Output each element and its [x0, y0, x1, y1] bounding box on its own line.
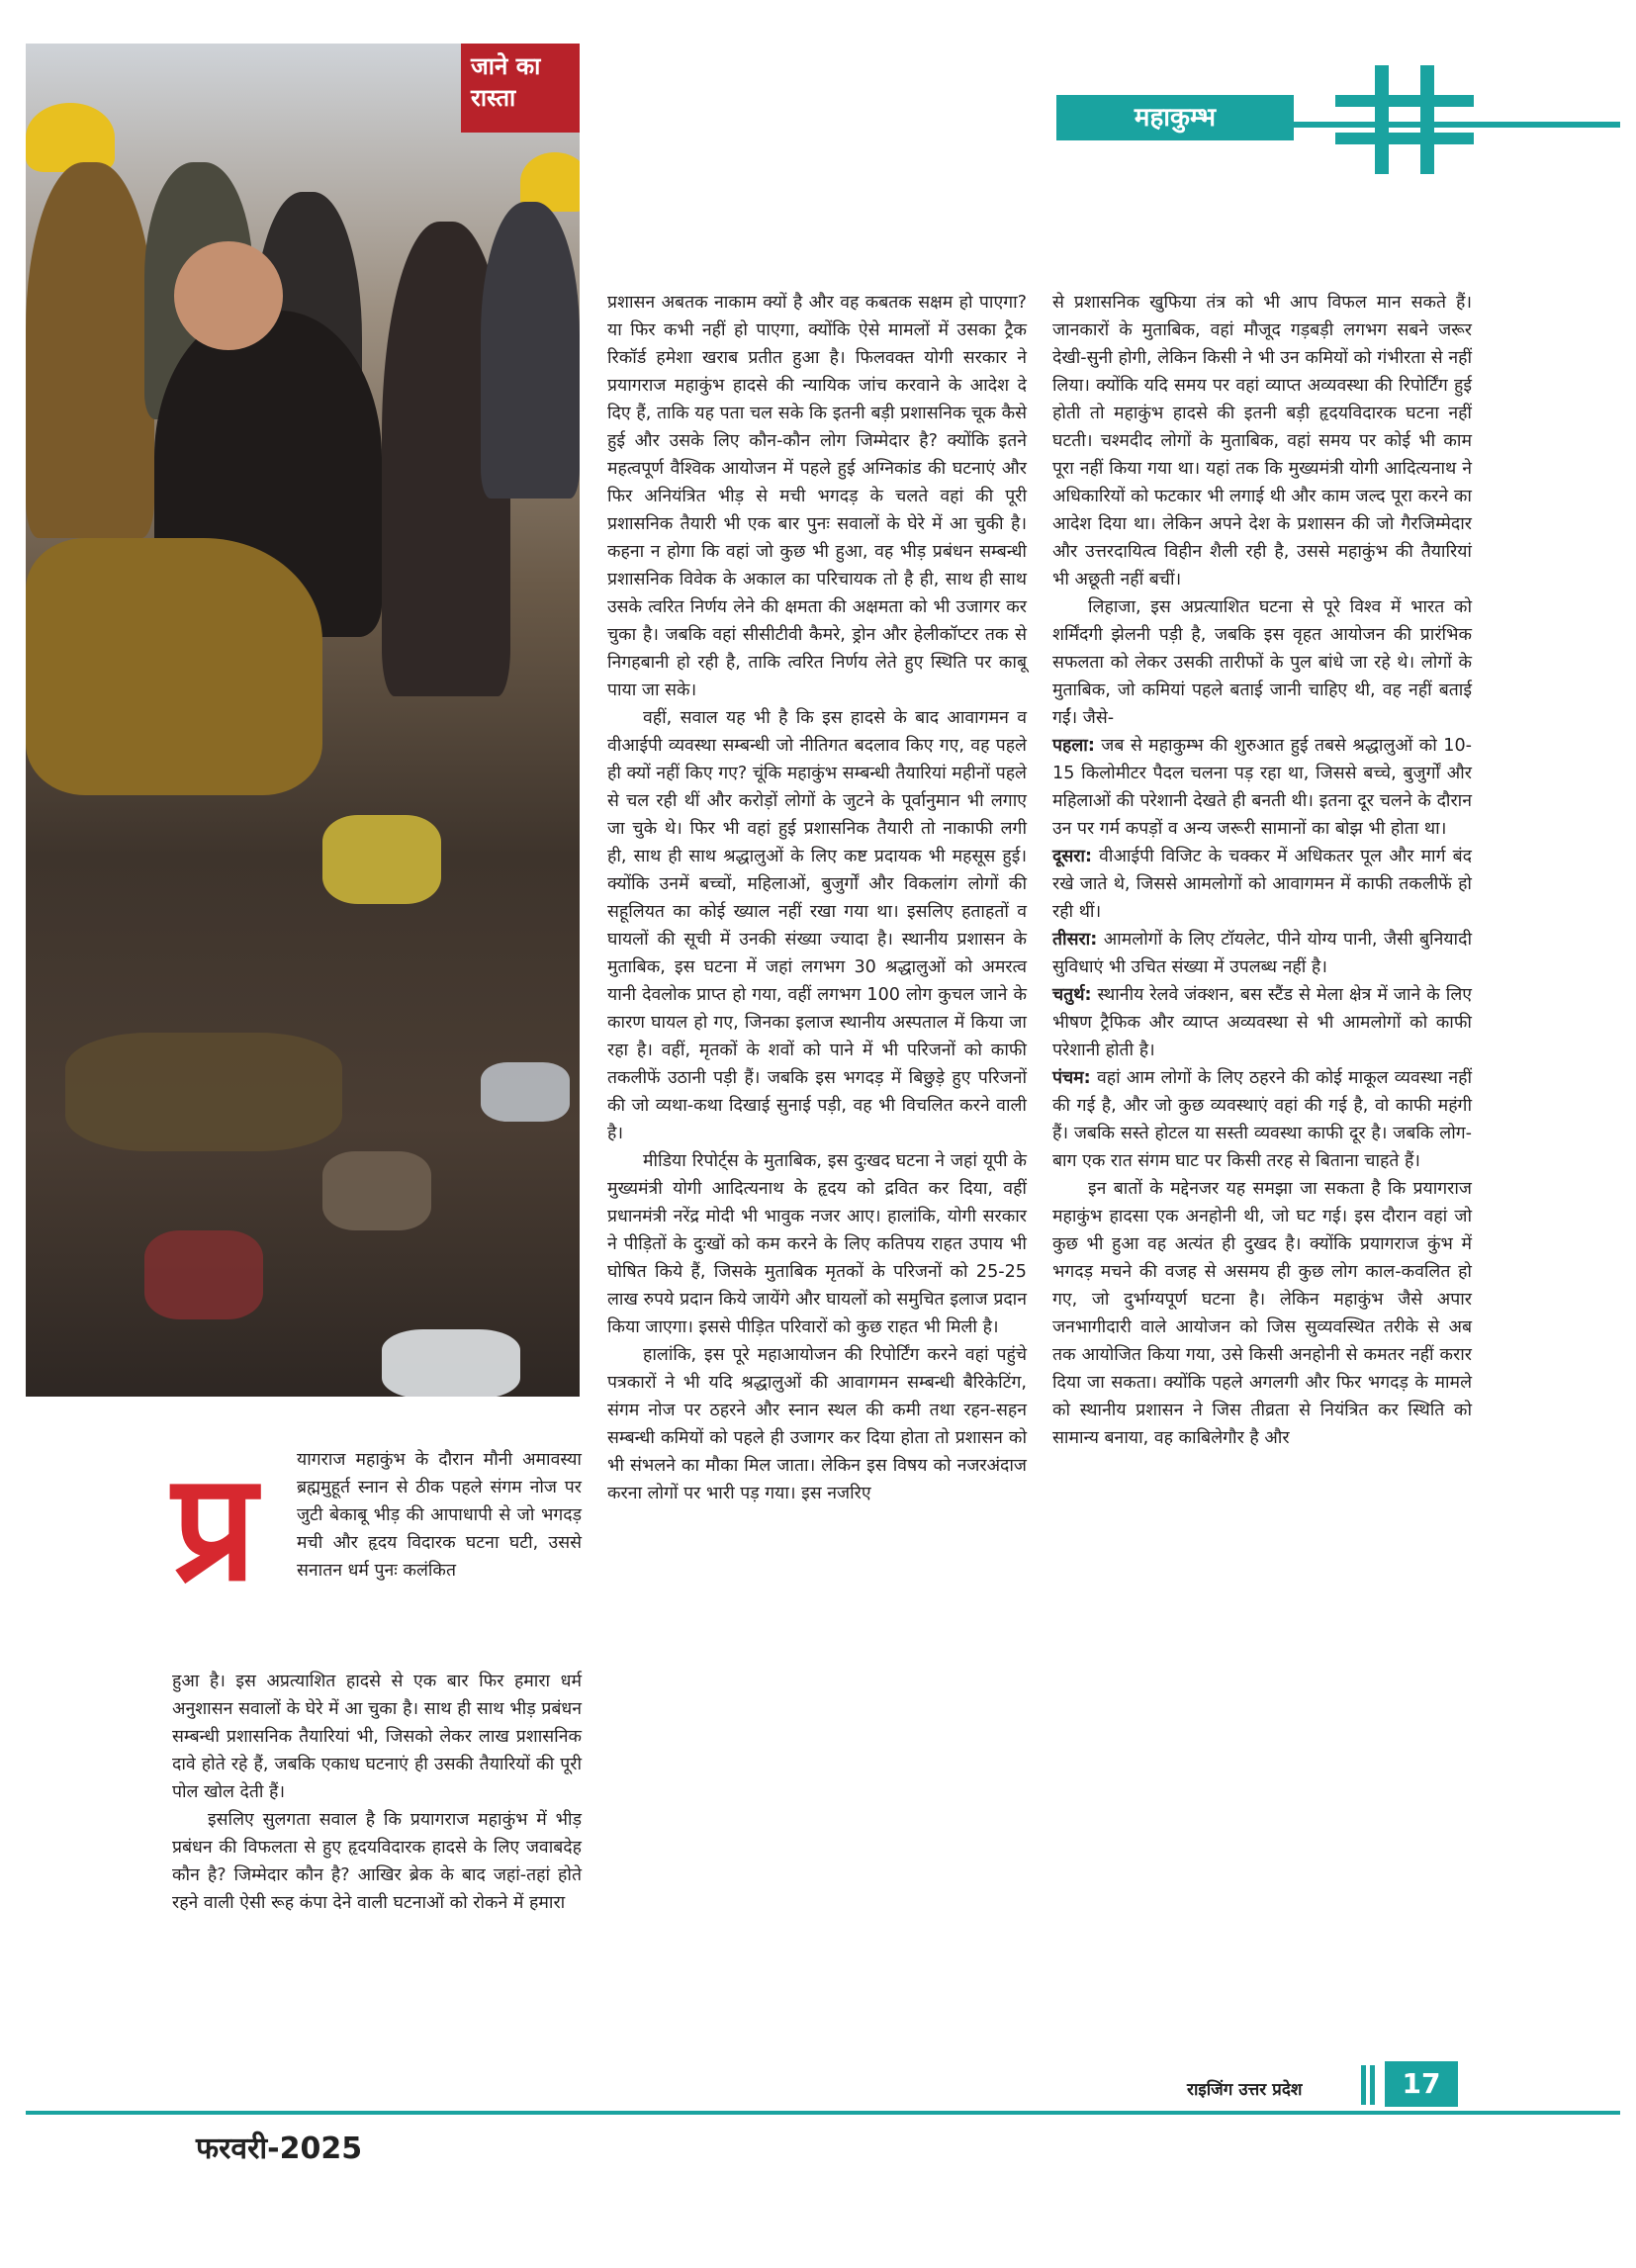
intro-continuation: हुआ है। इस अप्रत्याशित हादसे से एक बार फिर हमारा धर्म अनुशासन सवालों के घेरे में आ चुका है। साथ ही साथ भीड़ प्रबंधन सम्बन्धी प्रशासनिक तैयारियां भी, जिसको लेकर लाख प्रशासनिक दावे होते रहे हैं, जबकि एकाध घटनाएं ही उसकी तैयारियों की पूरी पोल खोल देती हैं।: [172, 1672, 582, 1802]
intro-paragraph-top: [297, 1446, 582, 1585]
column-3: [1052, 289, 1472, 1452]
column-2: [607, 289, 1027, 1507]
list-text: वहां आम लोगों के लिए ठहरने की कोई माकूल व्यवस्था नहीं की गई है, और जो कुछ व्यवस्थाएं वहां की गई है, वो काफी महंगी हैं। जबकि सस्ते होटल या सस्ती व्यवस्था काफी दूर है। जबकि लोग-बाग एक रात संगम घाट पर किसी तरह से बिताना चाहते हैं।: [1052, 1068, 1473, 1171]
list-label: चतुर्थ:: [1052, 985, 1092, 1005]
footer-rule: [26, 2111, 1620, 2115]
list-item: [1052, 1064, 1472, 1175]
paragraph: मीडिया रिपोर्ट्स के मुताबिक, इस दुःखद घटना ने जहां यूपी के मुख्यमंत्री योगी आदित्यनाथ के हृदय को द्रवित कर दिया, वहीं प्रधानमंत्री नरेंद्र मोदी भी भावुक नजर आए। हालांकि, योगी सरकार ने पीड़ितों के दुःखों को कम करने के लिए कतिपय राहत उपाय भी घोषित किये हैं, जिसके मुताबिक मृतकों के परिजनों को 25-25 लाख रुपये प्रदान किये जायेंगे और घायलों को समुचित इलाज प्रदान किया जाएगा। इससे पीड़ित परिवारों को कुछ राहत भी मिली है।: [607, 1151, 1027, 1337]
sign-text-line2: रास्ता: [471, 84, 516, 112]
list-text: आमलोगों के लिए टॉयलेट, पीने योग्य पानी, जैसी बुनियादी सुविधाएं भी उचित संख्या में उपलब्ध नहीं है।: [1052, 930, 1473, 977]
paragraph: वहीं, सवाल यह भी है कि इस हादसे के बाद आवागमन व वीआईपी व्यवस्था सम्बन्धी जो नीतिगत बदलाव किए गए, वह पहले ही क्यों नहीं किए गए? चूंकि महाकुंभ सम्बन्धी तैयारियां महीनों पहले से चल रही थीं और करोड़ों लोगों के जुटने के पूर्वानुमान भी लगाए जा चुके थे। फिर भी वहां हुई प्रशासनिक तैयारी तो नाकाफी लगी ही, साथ ही साथ श्रद्धालुओं के लिए कष्ट प्रदायक भी महसूस हुई। क्योंकि उनमें बच्चों, महिलाओं, बुजुर्गों और विकलांग लोगों की सहूलियत का कोई ख्याल नहीं रखा गया था। इसलिए हताहतों व घायलों की सूची में उनकी संख्या ज्यादा है। स्थानीय प्रशासन के मुताबिक, इस घटना में जहां लगभग 30 श्रद्धालुओं को अमरत्व यानी देवलोक प्राप्त हो गया, वहीं लगभग 100 लोग कुचल जाने के कारण घायल हो गए, जिनका इलाज स्थानीय अस्पताल में किया जा रहा है। वहीं, मृतकों के शवों को पाने में भी परिजनों को काफी तकलीफें उठानी पड़ी हैं। जबकि इस भगदड़ में बिछुड़े हुए परिजनों की जो व्यथा-कथा दिखाई सुनाई पड़ी, वह भी विचलित करने वाली है।: [607, 708, 1027, 1143]
scattered-cloth: [322, 815, 441, 904]
list-label: पहला:: [1052, 736, 1095, 756]
paragraph: हालांकि, इस पूरे महाआयोजन की रिपोर्टिंग करने वहां पहुंचे पत्रकारों ने भी यदि श्रद्धालुओं की आवागमन सम्बन्धी बैरिकेटिंग, संगम नोज पर ठहरने और स्नान स्थल की कमी तथा रहन-सहन सम्बन्धी कमियों को पहले ही उजागर कर दिया होता तो प्रशासन को भी संभलने का मौका मिल जाता। लेकिन इस विषय को नजरअंदाज करना लोगों पर भारी पड़ गया। इस नजरिए: [607, 1345, 1027, 1503]
man-face: [174, 241, 283, 350]
list-item: [1052, 981, 1472, 1064]
khaki-trousers: [26, 538, 322, 795]
list-label: पंचम:: [1052, 1068, 1091, 1088]
list-item: [1052, 926, 1472, 981]
scattered-cloth: [144, 1230, 263, 1319]
column-1: [172, 1668, 582, 1917]
list-item: [1052, 732, 1472, 843]
crowd-person: [481, 202, 580, 499]
paragraph: इन बातों के मद्देनजर यह समझा जा सकता है कि प्रयागराज महाकुंभ हादसा एक अनहोनी थी, जो घट गई। इस दौरान वहां जो कुछ भी हुआ वह अत्यंत ही दुखद है। क्योंकि प्रयागराज कुंभ में भगदड़ मचने की वजह से असमय ही कुछ लोग काल-कवलित हो गए, जो दुर्भाग्यपूर्ण घटना है। लेकिन महाकुंभ जैसे अपार जनभागीदारी वाले आयोजन को जिस सुव्यवस्थित तरीके से अब तक आयोजित किया गया, उसे किसी अनहोनी से कमतर नहीं करार दिया जा सकता। क्योंकि पहले अगलगी और फिर भगदड़ के मामले को स्थानीय प्रशासन ने जिस तीव्रता से नियंत्रित कर स्थिति को सामान्य बनाया, वह काबिलेगौर है और: [1052, 1179, 1472, 1448]
list-label: दूसरा:: [1052, 847, 1093, 866]
section-label: महाकुम्भ: [1056, 95, 1294, 140]
drop-cap: प्र: [172, 1442, 257, 1614]
plastic-bag: [382, 1329, 520, 1397]
hash-decoration: [1335, 65, 1474, 174]
paragraph: से प्रशासनिक खुफिया तंत्र को भी आप विफल मान सकते हैं। जानकारों के मुताबिक, वहां मौजूद गड़बड़ी लगभग सबने जरूर देखी-सुनी होगी, लेकिन किसी ने भी उन कमियों को गंभीरता से नहीं लिया। क्योंकि यदि समय पर वहां व्याप्त अव्यवस्था की रिपोर्टिंग हुई होती तो महाकुंभ हादसे की इतनी बड़ी हृदयविदारक घटना नहीं घटती। चश्मदीद लोगों के मुताबिक, वहां समय पर कोई भी काम पूरा नहीं किया गया था। यहां तक कि मुख्यमंत्री योगी आदित्यनाथ ने अधिकारियों को फटकार भी लगाई थी और काम जल्द पूरा करने का आदेश दिया था। लेकिन अपने देश के प्रशासन की जो गैरजिम्मेदार और उत्तरदायित्व विहीन शैली रही है, उससे महाकुंभ की तैयारियां भी अछूती नहीं बचीं।: [1052, 293, 1472, 590]
list-item: [1052, 843, 1472, 926]
paragraph: प्रशासन अबतक नाकाम क्यों है और वह कबतक सक्षम हो पाएगा? या फिर कभी नहीं हो पाएगा, क्योंकि ऐसे मामलों में उसका ट्रैक रिकॉर्ड हमेशा खराब प्रतीत हुआ है। फिलवक्त योगी सरकार ने प्रयागराज महाकुंभ हादसे की न्यायिक जांच करवाने के आदेश दे दिए हैं, ताकि यह पता चल सके कि इतनी बड़ी प्रशासनिक चूक कैसे हुई और उसके लिए कौन-कौन लोग जिम्मेदार है? क्योंकि इतने महत्वपूर्ण वैश्विक आयोजन में पहले हुई अग्निकांड की घटनाएं और फिर अनियंत्रित भीड़ से मची भगदड़ के चलते वहां की पूरी प्रशासनिक तैयारी भी एक बार पुनः सवालों के घेरे में आ चुकी है। कहना न होगा कि वहां जो कुछ भी हुआ, वह भीड़ प्रबंधन सम्बन्धी प्रशासनिक विवेक के अकाल का परिचायक तो है ही, साथ ही साथ उसके त्वरित निर्णय लेने की क्षमता की अक्षमता को भी उजागर कर चुका है। जबकि वहां सीसीटीवी कैमरे, ड्रोन और हेलीकॉप्टर तक से निगहबानी हो रही है, ताकि त्वरित निर्णय लेते हुए स्थिति पर काबू पाया जा सके।: [607, 293, 1027, 700]
page-number: 17: [1385, 2061, 1458, 2107]
list-label: तीसरा:: [1052, 930, 1098, 950]
plastic-bag: [481, 1062, 570, 1122]
magazine-name: राइजिंग उत्तर प्रदेश: [1187, 2080, 1303, 2100]
crowd-hat: [26, 103, 115, 172]
paragraph: इसलिए सुलगता सवाल है कि प्रयागराज महाकुंभ में भीड़ प्रबंधन की विफलता से हुए हृदयविदारक हादसे के लिए जवाबदेह कौन है? जिम्मेदार कौन है? आखिर ब्रेक के बाद जहां-तहां होते रहने वाली ऐसी रूह कंपा देने वाली घटनाओं को रोकने में हमारा: [172, 1810, 582, 1913]
paragraph: लिहाजा, इस अप्रत्याशित घटना से पूरे विश्व में भारत को शर्मिंदगी झेलनी पड़ी है, जबकि इस वृहत आयोजन की प्रारंभिक सफलता को लेकर उसकी तारीफों के पुल बांधे जा रहे थे। लोगों के मुताबिक, जो कमियां पहले बताई जानी चाहिए थी, वह नहीं बताई गईं। जैसे-: [1052, 597, 1472, 728]
list-text: वीआईपी विजिट के चक्कर में अधिकतर पूल और मार्ग बंद रखे जाते थे, जिससे आमलोगों को आवागमन में काफी तकलीफें हो रही थीं।: [1052, 847, 1472, 922]
list-text: स्थानीय रेलवे जंक्शन, बस स्टैंड से मेला क्षेत्र में जाने के लिए भीषण ट्रैफिक और व्याप्त अव्यवस्था से भी आमलोगों को काफी परेशानी होती है।: [1052, 985, 1473, 1060]
sign-text-line1: जाने का: [471, 52, 541, 80]
intro-text: यागराज महाकुंभ के दौरान मौनी अमावस्या ब्रह्ममुहूर्त स्नान से ठीक पहले संगम नोज पर जुटी बेकाबू भीड़ की आपाधापी से जो भगदड़ मची और हृदय विदारक घटना घटी, उससे सनातन धर्म पुनः कलंकित: [297, 1450, 582, 1581]
direction-sign: [461, 44, 580, 133]
stampede-photo: [26, 44, 580, 1397]
scattered-cloth: [322, 1151, 431, 1230]
list-text: जब से महाकुम्भ की शुरुआत हुई तबसे श्रद्धालुओं को 10-15 किलोमीटर पैदल चलना पड़ रहा था, जिससे बच्चे, बुजुर्गों और महिलाओं की परेशानी देखते ही बनती थी। इतना दूर चलने के दौरान उन पर गर्म कपड़ों व अन्य जरूरी सामानों का बोझ भी होता था।: [1052, 736, 1473, 839]
crowd-person: [26, 162, 154, 538]
scattered-cloth: [65, 1033, 342, 1151]
issue-date: फरवरी-2025: [196, 2132, 363, 2166]
footer-bars: [1361, 2065, 1379, 2105]
